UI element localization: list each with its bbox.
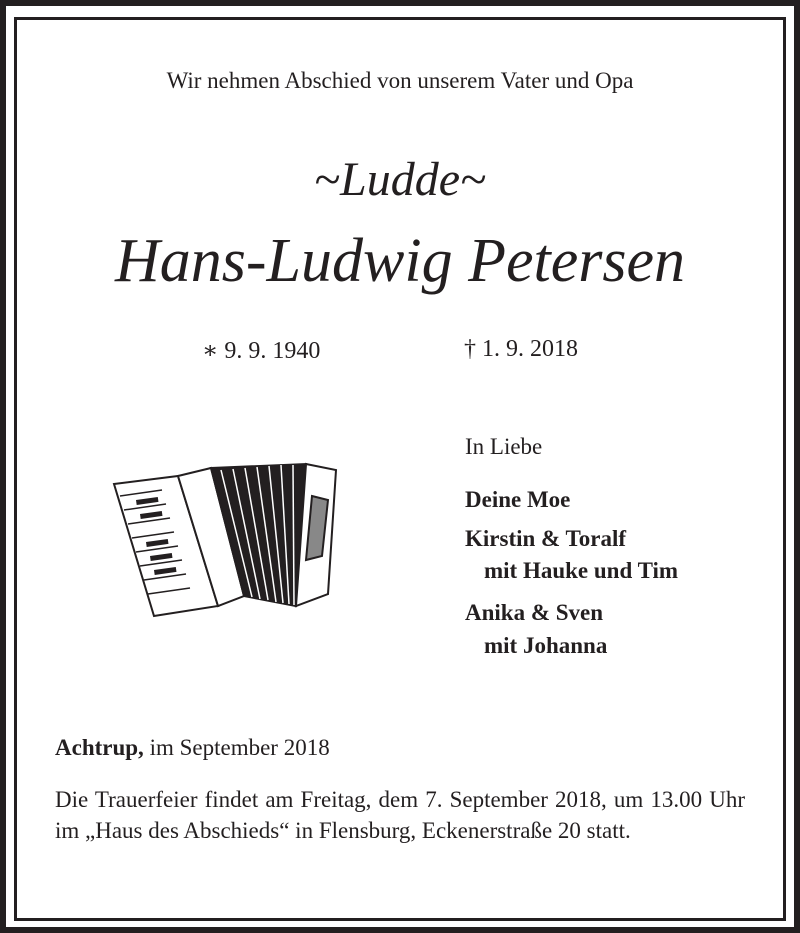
place: Achtrup, [55,735,144,760]
full-name: Hans-Ludwig Petersen [114,227,686,295]
obituary-notice [6,6,794,927]
mourner: Anika & Sven [465,600,604,625]
mourner: Kirstin & Toralf [465,526,627,551]
nickname: ~Ludde~ [314,153,486,206]
place-date [55,735,330,761]
mourner: Deine Moe [465,487,571,512]
accordion-icon [106,456,346,636]
ceremony-text: Die Trauerfeier findet am Freitag, dem 7. September 2018, um 13.00 Uhr im „Haus des Abschieds“ in Flensburg, Eckenerstraße 20 statt. [55,787,745,843]
in-love-label: In Liebe [465,434,543,459]
mourner: mit Hauke und Tim [484,558,679,583]
mourner: mit Johanna [484,633,608,658]
intro-text: Wir nehmen Abschied von unserem Vater und Opa [166,68,634,93]
date: im September 2018 [143,735,330,760]
death-date: † 1. 9. 2018 [464,336,578,362]
birth-date: ∗ 9. 9. 1940 [202,338,321,364]
